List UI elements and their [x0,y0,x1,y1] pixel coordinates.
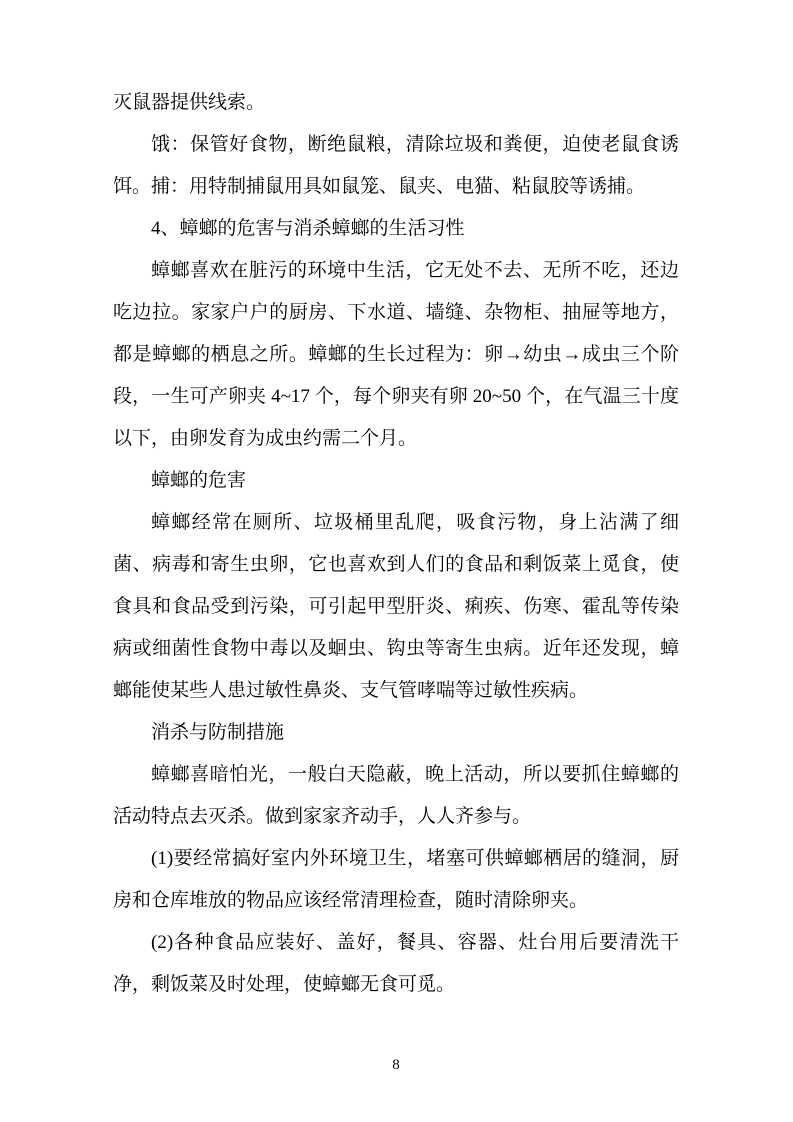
paragraph: (2)各种食品应装好、盖好，餐具、容器、灶台用后要清洗干净，剩饭菜及时处理，使蟑螂无食可觅。 [113,932,679,995]
section-heading: 4、蟑螂的危害与消杀蟑螂的生活习性 [151,218,465,239]
paragraph: 蟑螂喜欢在脏污的环境中生活，它无处不去、无所不吃，还边吃边拉。家家户户的厨房、下水道、墙缝、杂物柜、抽屉等地方，都是蟑螂的栖息之所。蟑螂的生长过程为：卵→幼虫→成虫三个阶段，一生可产卵夹 4~17 个，每个卵夹有卵 20~50 个，在气温三十度以下，由卵发育为成虫约需二个月。 [113,260,679,449]
paragraph: 蟑螂经常在厕所、垃圾桶里乱爬，吸食污物，身上沾满了细菌、病毒和寄生虫卵，它也喜欢到人们的食品和剩饭菜上觅食，使食具和食品受到污染，可引起甲型肝炎、痢疾、伤寒、霍乱等传染病或细菌性食物中毒以及蛔虫、钩虫等寄生虫病。近年还发现，蟑螂能使某些人患过敏性鼻炎、支气管哮喘等过敏性疾病。 [113,512,679,701]
section-heading: 蟑螂的危害 [151,470,247,491]
paragraph: (1)要经常搞好室内外环境卫生，堵塞可供蟑螂栖居的缝洞，厨房和仓库堆放的物品应该经常清理检查，随时清除卵夹。 [113,848,679,911]
page-number: 8 [392,1057,400,1073]
section-heading: 消杀与防制措施 [151,722,285,743]
paragraph: 灭鼠器提供线索。 [113,92,266,113]
document-body [113,82,679,1006]
paragraph: 蟑螂喜暗怕光，一般白天隐蔽，晚上活动，所以要抓住蟑螂的活动特点去灭杀。做到家家齐动手，人人齐参与。 [113,764,679,827]
paragraph: 饿：保管好食物，断绝鼠粮，清除垃圾和粪便，迫使老鼠食诱饵。捕：用特制捕鼠用具如鼠笼、鼠夹、电猫、粘鼠胶等诱捕。 [113,134,679,197]
